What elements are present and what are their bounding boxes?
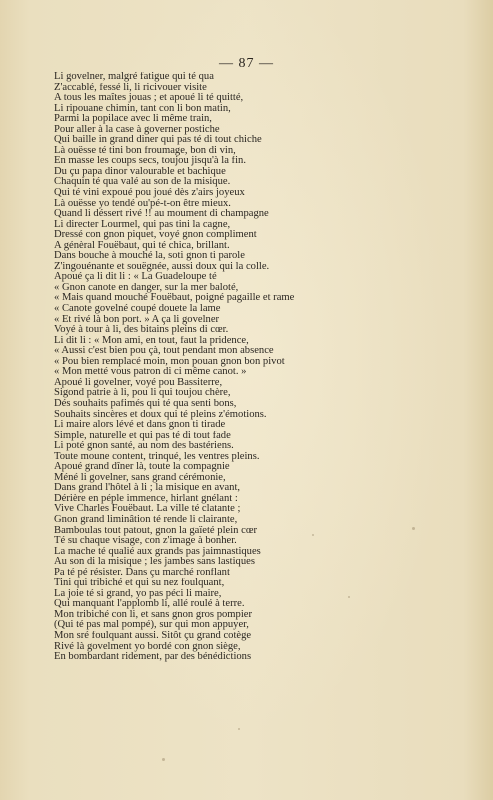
poem-line: Parmi la popilace avec li même train, [54, 114, 212, 125]
poem-line: « Mon metté vous patron di ci même canot. » [54, 367, 247, 378]
poem-line: Li ripouane chimin, tant con li bon matin, [54, 103, 231, 114]
poem-line: Tini qui tribiché et qui su nez foulquant, [54, 578, 225, 589]
poem-line: Apoué grand dîner là, toute la compagnie [54, 462, 230, 473]
page-number: — 87 — [219, 56, 274, 71]
poem-line: La mache té qualié aux grands pas jaimnastiques [54, 546, 261, 557]
poem-line: En bombardant ridement, par des bénédictions [54, 652, 252, 663]
poem-text [54, 72, 474, 663]
poem-line: « Canote govelné coupé douete la lame [54, 304, 221, 315]
poem-line: Li directer Lourmel, qui pas tini la cagne, [54, 219, 231, 230]
poem-line: Li poté gnon santé, au nom des bastériens. [54, 441, 234, 452]
poem-line: Vive Charles Fouëbaut. La ville té clatante ; [54, 504, 241, 515]
poem-line: Au son di la misique ; les jambes sans lastiques [54, 557, 255, 568]
poem-line: Mon sré foulquant aussi. Sitôt çu grand cotège [54, 630, 252, 641]
poem-line: Z'ingouénante et souëgnée, aussi doux qui la colle. [54, 261, 270, 272]
poem-line: Chaquin té qua valé au son de la misique. [54, 177, 231, 188]
poem-line: « Pou bien remplacé moin, mon pouan gnon bon pivot [54, 356, 285, 367]
poem-line: Simple, naturelle et qui pas té di tout fade [54, 430, 231, 441]
poem-line: Là ouësse té tini bon froumage, bon di vin, [54, 145, 236, 156]
poem-line: Qui baille in grand diner qui pas té di tout chiche [54, 135, 262, 146]
poem-line: Toute moune content, trinqué, les ventres pleins. [54, 451, 260, 462]
poem-line: La joie té si grand, yo pas péci li maire, [54, 588, 222, 599]
poem-line: En masse les coups secs, toujou jisqu'à la fin. [54, 156, 246, 167]
poem-line: Gnon grand liminâtion té rende li clairante, [54, 514, 238, 525]
poem-line: Pa té pé résister. Dans çu marché ronflant [54, 567, 230, 578]
poem-line: Qui té vini expoué pou joué dès z'airs joyeux [54, 188, 245, 199]
poem-line: « Aussi c'est bien pou çà, tout pendant mon absence [54, 346, 274, 357]
poem-line: Apoué ça li dit li : « La Guadeloupe té [54, 272, 217, 283]
poem-line: Voyé à tour à li, des bitains pleins di cœr. [54, 325, 229, 336]
poem-line: Apoué li govelner, voyé pou Bassiterre, [54, 377, 223, 388]
poem-line: Sigond patrie à li, pou li qui toujou chère, [54, 388, 231, 399]
poem-line: Li dit li : « Mon ami, en tout, faut la pridence, [54, 335, 249, 346]
poem-line: Li maire alors lévé et dans gnon ti tirade [54, 420, 226, 431]
poem-line: A génèral Fouëbaut, qui té chica, brillant. [54, 240, 230, 251]
paper-speck [348, 596, 350, 598]
poem-line: Méné li govelner, sans grand cérémonie, [54, 472, 226, 483]
paper-speck [238, 728, 240, 730]
poem-line: Souhaits sincères et doux qui té pleins z'émotions. [54, 409, 267, 420]
poem-line: Quand li déssert rivé !! au moument di champagne [54, 209, 269, 220]
paper-speck [312, 534, 314, 536]
poem-line: (Qui té pas mal pompé), sur qui mon appuyer, [54, 620, 249, 631]
poem-line: Dressé con gnon piquet, voyé gnon compliment [54, 230, 257, 241]
poem-line: Z'accablé, fessé li, li ricivouer visite [54, 82, 207, 93]
poem-line: Dérière en péple immence, hirlant gnélant : [54, 493, 238, 504]
paper-speck [162, 758, 165, 761]
poem-line: Dans grand l'hôtel à li ; la misique en avant, [54, 483, 241, 494]
poem-line: Té su chaque visage, con z'image à bonher. [54, 536, 237, 547]
poem-line: « Gnon canote en danger, sur la mer baloté, [54, 282, 239, 293]
poem-line: A tous les maîtes jouas ; et apoué li té quitté, [54, 93, 244, 104]
poem-line: Rivé là govelment yo bordé con gnon siège, [54, 641, 241, 652]
poem-line: Pour aller à la case à governer postiche [54, 124, 220, 135]
paper-speck [412, 527, 415, 530]
poem-line: Mon tribiché con li, et sans gnon gros pompier [54, 609, 253, 620]
poem-line: Qui manquant l'applomb li, allé roulé à terre. [54, 599, 245, 610]
poem-line: Du çu papa dinor valourable et bachique [54, 166, 226, 177]
poem-line: « Et rivé là bon port. » A ça li govelner [54, 314, 220, 325]
poem-line: Dés souhaits pafimés qui té qua senti bons, [54, 398, 237, 409]
poem-line: Li govelner, malgré fatigue qui té qua [54, 72, 214, 82]
poem-line: Là ouësse yo tendé ou'pé-t-on être mieux. [54, 198, 231, 209]
poem-line: Bamboulas tout patout, gnon la gaïeté plein cœr [54, 525, 257, 536]
poem-line: « Mais quand mouché Fouëbaut, poigné pagaille et rame [54, 293, 295, 304]
poem-line: Dans bouche à mouché la, soti gnon ti parole [54, 251, 245, 262]
